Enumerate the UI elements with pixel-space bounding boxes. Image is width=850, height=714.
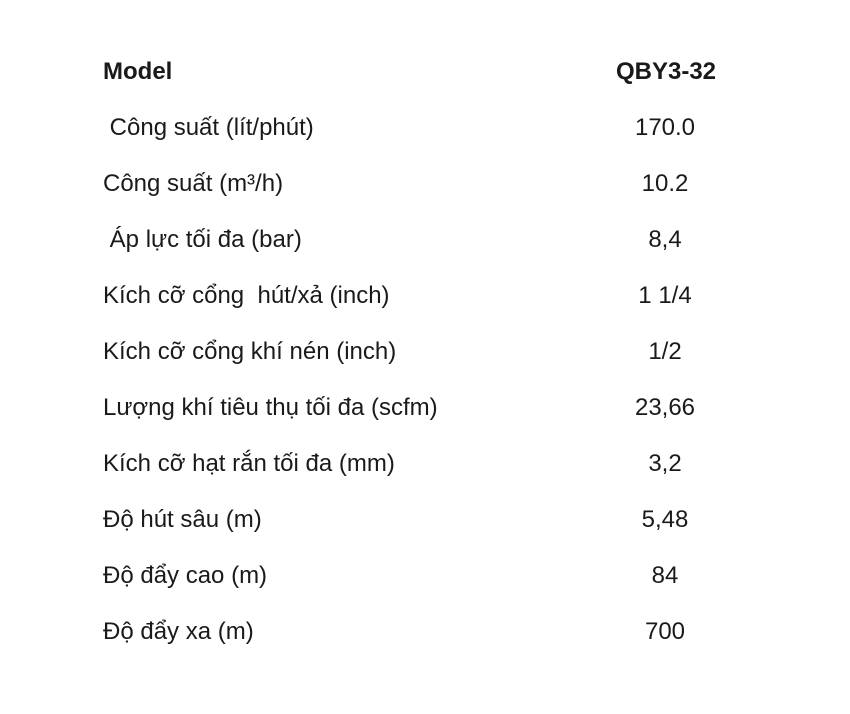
table-row	[0, 562, 850, 618]
table-row	[0, 394, 850, 450]
table-header-row	[0, 58, 850, 114]
table-row	[0, 226, 850, 282]
row-value: 8,4	[648, 226, 682, 253]
header-label: Model	[103, 58, 173, 85]
row-value: 3,2	[648, 450, 682, 477]
row-label: Độ đẩy cao (m)	[103, 562, 268, 589]
row-label: Áp lực tối đa (bar)	[103, 226, 302, 253]
row-value: 84	[651, 562, 679, 589]
header-value: QBY3-32	[615, 58, 717, 85]
table-row	[0, 450, 850, 506]
row-label: Kích cỡ cổng hút/xả (inch)	[103, 282, 390, 309]
row-label: Công suất (m³/h)	[103, 170, 284, 197]
row-label: Lượng khí tiêu thụ tối đa (scfm)	[103, 394, 438, 421]
row-value: 23,66	[634, 394, 696, 421]
row-value: 1 1/4	[638, 282, 692, 309]
table-row	[0, 282, 850, 338]
table-row	[0, 170, 850, 226]
row-label: Công suất (lít/phút)	[103, 114, 314, 141]
table-row	[0, 506, 850, 562]
row-label: Độ đẩy xa (m)	[103, 618, 254, 645]
row-value: 10.2	[641, 170, 689, 197]
row-label: Kích cỡ cổng khí nén (inch)	[103, 338, 397, 365]
row-value: 5,48	[641, 506, 689, 533]
row-label: Độ hút sâu (m)	[103, 506, 262, 533]
row-value: 170.0	[634, 114, 696, 141]
table-row	[0, 114, 850, 170]
row-label: Kích cỡ hạt rắn tối đa (mm)	[103, 450, 395, 477]
row-value: 1/2	[648, 338, 682, 365]
table-row	[0, 618, 850, 674]
row-value: 700	[644, 618, 686, 645]
table-row	[0, 338, 850, 394]
